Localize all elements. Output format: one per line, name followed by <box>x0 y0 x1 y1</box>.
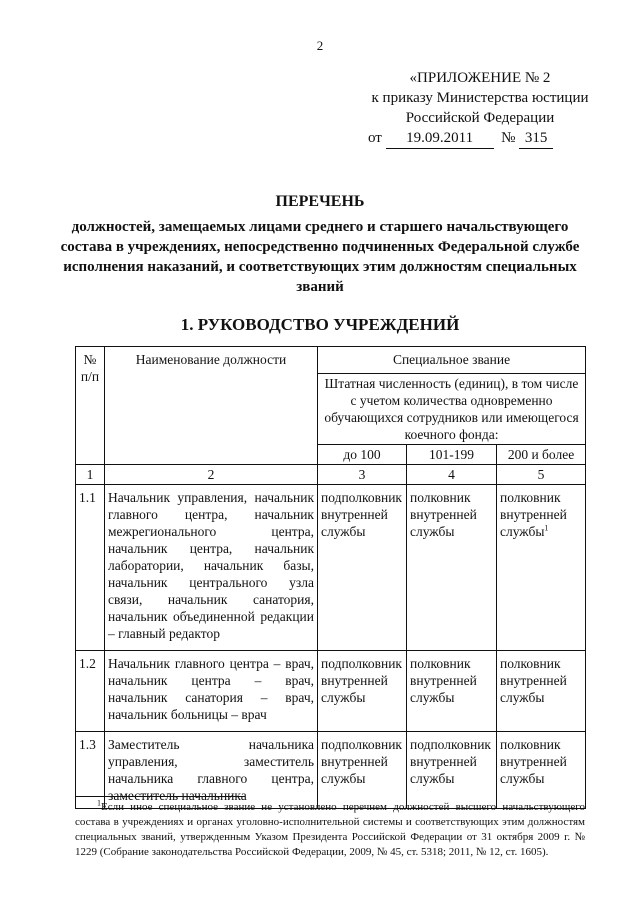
row-rank-small: подполковник внутренней службы <box>318 732 407 809</box>
row-rank-large: полковник внутренней службы <box>497 732 586 809</box>
appendix-date-line <box>360 128 600 149</box>
order-date: 19.09.2011 <box>386 128 494 149</box>
header-col5: 200 и более <box>497 445 586 465</box>
order-number: 315 <box>519 128 553 149</box>
column-number: 2 <box>105 465 318 485</box>
header-rank: Специальное звание <box>318 347 586 374</box>
header-col3: до 100 <box>318 445 407 465</box>
footnote-divider <box>75 796 245 797</box>
header-staffing: Штатная численность (единиц), в том числе с учетом количества одновременно обучающихся сотрудников или имеющегося коечного фонда: <box>318 374 586 445</box>
footnote-text: Если иное специальное звание не установлено перечнем должностей высшего начальствующего состава в учреждениях и органах уголовно-исполнительной системы и соответствующих этим должностям специальных званий, утвержденным Указом Президента Российской Федерации от 31 октября 2009 г. № 1229 (Собрание законодательства Российской Федерации, 2009, № 45, ст. 5318; 2011, № 12, ст. 1605). <box>75 801 585 858</box>
section-title: 1. РУКОВОДСТВО УЧРЕЖДЕНИЙ <box>180 315 460 334</box>
appendix-line-2: к приказу Министерства юстиции <box>371 90 589 106</box>
column-number-row <box>76 465 586 485</box>
document-title: ПЕРЕЧЕНЬ <box>275 193 365 210</box>
footnote-mark: 1 <box>97 798 101 808</box>
row-rank-medium: подполковник внутренней службы <box>407 732 497 809</box>
row-rank-medium: полковник внутренней службы <box>407 651 497 732</box>
appendix-block <box>360 68 600 149</box>
column-number: 4 <box>407 465 497 485</box>
document-subtitle: должностей, замещаемых лицами среднего и старшего начальствующего состава в учреждениях, непосредственно подчиненных Федеральной службе исполнения наказаний, и соответствующих этим должностям специальных званий <box>60 219 580 295</box>
column-number: 3 <box>318 465 407 485</box>
row-rank-large: полковник внутренней службы <box>497 651 586 732</box>
row-num: 1.1 <box>76 485 105 651</box>
row-rank-small: подполковник внутренней службы <box>318 651 407 732</box>
header-position: Наименование должности <box>105 347 318 465</box>
row-num: 1.2 <box>76 651 105 732</box>
page-number: 2 <box>316 38 324 53</box>
appendix-line-3: Российской Федерации <box>405 110 555 126</box>
row-rank-small: подполковник внутренней службы <box>318 485 407 651</box>
row-position: Начальник управления, начальник главного центра, начальник межрегионального центра, начальник центра, начальник лаборатории, начальник базы, начальник центрального узла связи, начальник санатория, начальник объединенной редакции – главный редактор <box>105 485 318 651</box>
date-prefix: от <box>368 130 382 146</box>
header-num: № п/п <box>76 347 105 465</box>
positions-table <box>75 346 586 809</box>
row-rank-medium: полковник внутренней службы <box>407 485 497 651</box>
row-position: Начальник главного центра – врач, начальник центра – врач, начальник санатория – врач, начальник больницы – врач <box>105 651 318 732</box>
header-col4: 101-199 <box>407 445 497 465</box>
table-row <box>76 485 586 651</box>
appendix-line-1: «ПРИЛОЖЕНИЕ № 2 <box>409 70 551 86</box>
row-position: Заместитель начальника управления, заместитель начальника главного центра, заместитель начальника <box>105 732 318 809</box>
footnote-ref: 1 <box>544 523 549 533</box>
table-row <box>76 651 586 732</box>
column-number: 1 <box>76 465 105 485</box>
column-number: 5 <box>497 465 586 485</box>
row-num: 1.3 <box>76 732 105 809</box>
header-row <box>76 347 586 374</box>
footnote <box>75 800 585 860</box>
row-rank-large <box>497 485 586 651</box>
row-rank-large-text: полковник внутренней службы <box>500 490 567 539</box>
number-prefix: № <box>501 130 516 146</box>
